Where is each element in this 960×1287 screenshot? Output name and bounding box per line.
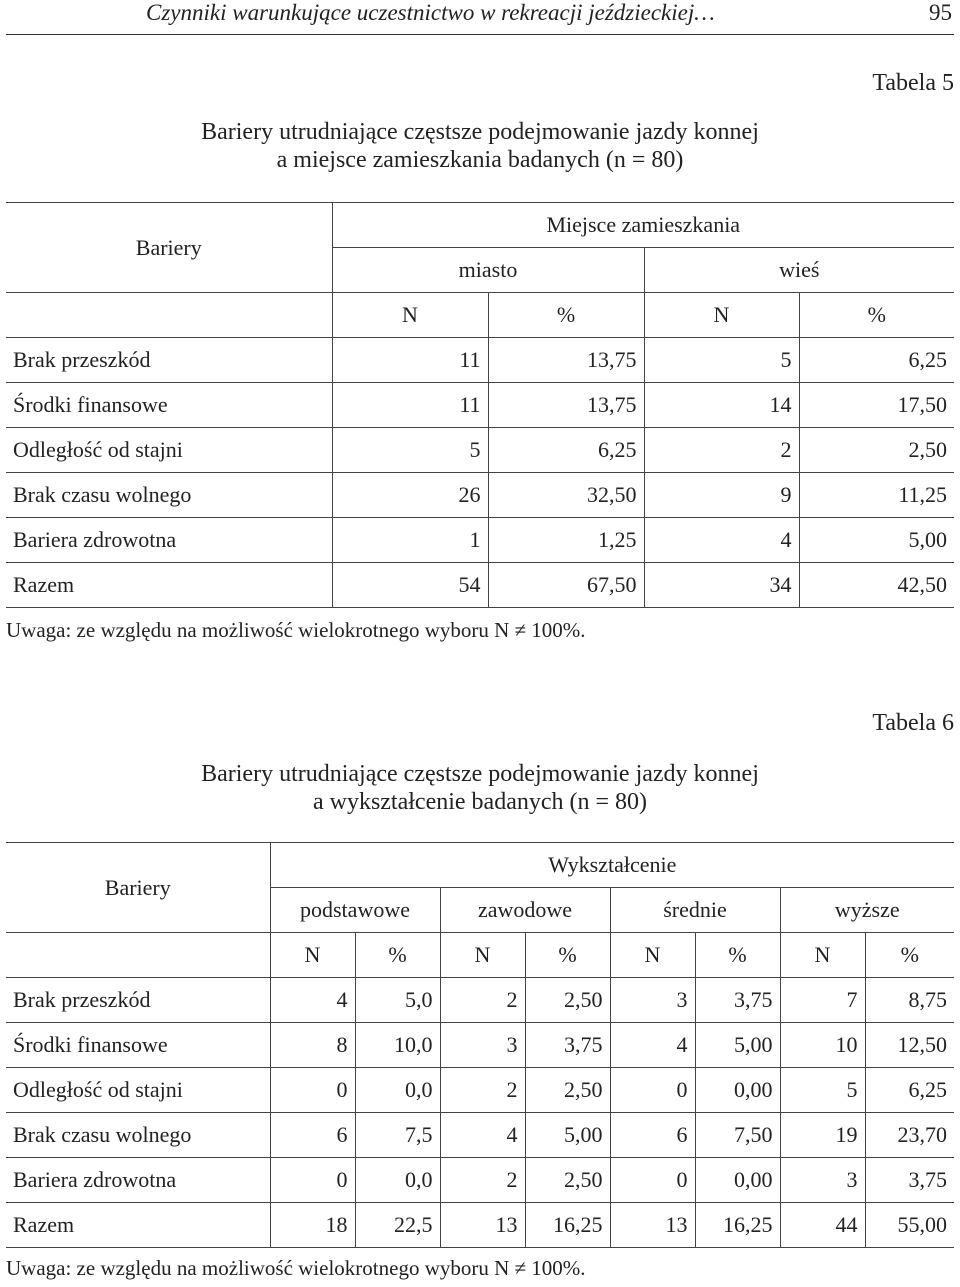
cell-value: 10	[780, 1023, 865, 1068]
cell-value: 6,25	[488, 428, 644, 473]
table-row	[6, 383, 954, 428]
cell-value: 6,25	[799, 338, 954, 383]
cell-value: 4	[270, 978, 355, 1023]
cell-value: 13,75	[488, 383, 644, 428]
page-number: 95	[929, 0, 952, 25]
row-label: Odległość od stajni	[6, 428, 332, 473]
cell-value: 0,0	[355, 1158, 440, 1203]
table6-empty-cell	[6, 933, 270, 978]
cell-value: 0	[270, 1068, 355, 1113]
cell-value: 0	[610, 1158, 695, 1203]
running-title: Czynniki warunkujące uczestnictwo w rekreacji jeździeckiej…	[146, 0, 715, 25]
table-row	[6, 518, 954, 563]
table5-header-row3	[6, 293, 954, 338]
cell-value: 1,25	[488, 518, 644, 563]
cell-value: 6,25	[865, 1068, 954, 1113]
row-label: Brak przeszkód	[6, 978, 270, 1023]
table6-subgroup-podstawowe: podstawowe	[270, 888, 440, 933]
cell-value: 13,75	[488, 338, 644, 383]
cell-value: 55,00	[865, 1203, 954, 1248]
cell-value: 2,50	[525, 1158, 610, 1203]
table6-col: N	[780, 933, 865, 978]
cell-value: 14	[644, 383, 799, 428]
table6-row-header: Bariery	[6, 843, 270, 933]
table6-note: Uwaga: ze względu na możliwość wielokrotnego wyboru N ≠ 100%.	[6, 1256, 586, 1280]
table5-subgroup-miasto: miasto	[332, 248, 644, 293]
cell-value: 16,25	[695, 1203, 780, 1248]
cell-value: 6	[270, 1113, 355, 1158]
cell-value: 11	[332, 338, 488, 383]
cell-value: 5	[780, 1068, 865, 1113]
table5-row-header: Bariery	[6, 203, 332, 293]
cell-value: 42,50	[799, 563, 954, 608]
cell-value: 3,75	[865, 1158, 954, 1203]
cell-value: 54	[332, 563, 488, 608]
cell-value: 2	[644, 428, 799, 473]
row-label: Brak czasu wolnego	[6, 1113, 270, 1158]
row-label: Razem	[6, 1203, 270, 1248]
cell-value: 6	[610, 1113, 695, 1158]
row-label: Odległość od stajni	[6, 1068, 270, 1113]
table5	[6, 202, 954, 608]
cell-value: 3	[780, 1158, 865, 1203]
cell-value: 22,5	[355, 1203, 440, 1248]
cell-value: 2	[440, 1068, 525, 1113]
row-label: Bariera zdrowotna	[6, 518, 332, 563]
cell-value: 2,50	[525, 1068, 610, 1113]
row-label: Brak czasu wolnego	[6, 473, 332, 518]
cell-value: 5,00	[799, 518, 954, 563]
cell-value: 12,50	[865, 1023, 954, 1068]
cell-value: 67,50	[488, 563, 644, 608]
cell-value: 7,50	[695, 1113, 780, 1158]
table5-subgroup-wies: wieś	[644, 248, 954, 293]
table-row	[6, 1113, 954, 1158]
cell-value: 11	[332, 383, 488, 428]
cell-value: 13	[440, 1203, 525, 1248]
table5-caption-line1: Bariery utrudniające częstsze podejmowanie jazdy konnej	[201, 119, 759, 145]
cell-value: 8,75	[865, 978, 954, 1023]
cell-value: 0	[610, 1068, 695, 1113]
cell-value: 17,50	[799, 383, 954, 428]
cell-value: 2	[440, 1158, 525, 1203]
table6	[6, 842, 954, 1248]
cell-value: 9	[644, 473, 799, 518]
table6-col: %	[695, 933, 780, 978]
table5-body	[6, 338, 954, 608]
cell-value: 26	[332, 473, 488, 518]
table5-col: N	[644, 293, 799, 338]
cell-value: 44	[780, 1203, 865, 1248]
cell-value: 18	[270, 1203, 355, 1248]
cell-value: 8	[270, 1023, 355, 1068]
table-row	[6, 563, 954, 608]
cell-value: 5,00	[695, 1023, 780, 1068]
cell-value: 34	[644, 563, 799, 608]
cell-value: 16,25	[525, 1203, 610, 1248]
table5-group-header: Miejsce zamieszkania	[332, 203, 954, 248]
cell-value: 32,50	[488, 473, 644, 518]
cell-value: 2	[440, 978, 525, 1023]
cell-value: 4	[440, 1113, 525, 1158]
running-header	[6, 0, 954, 35]
cell-value: 3,75	[525, 1023, 610, 1068]
cell-value: 2,50	[799, 428, 954, 473]
table5-col: %	[799, 293, 954, 338]
cell-value: 19	[780, 1113, 865, 1158]
cell-value: 23,70	[865, 1113, 954, 1158]
cell-value: 3,75	[695, 978, 780, 1023]
cell-value: 4	[644, 518, 799, 563]
table6-col: %	[355, 933, 440, 978]
table6-label: Tabela 6	[872, 710, 954, 736]
cell-value: 5	[644, 338, 799, 383]
cell-value: 0,00	[695, 1068, 780, 1113]
table5-caption	[0, 118, 960, 174]
table6-col: %	[525, 933, 610, 978]
cell-value: 0	[270, 1158, 355, 1203]
table6-caption-line2: a wykształcenie badanych (n = 80)	[312, 789, 648, 815]
table5-empty-cell	[6, 293, 332, 338]
cell-value: 3	[440, 1023, 525, 1068]
row-label: Środki finansowe	[6, 383, 332, 428]
table-row	[6, 978, 954, 1023]
cell-value: 1	[332, 518, 488, 563]
table5-label: Tabela 5	[872, 70, 954, 96]
cell-value: 2,50	[525, 978, 610, 1023]
cell-value: 0,0	[355, 1068, 440, 1113]
table6-subgroup-zawodowe: zawodowe	[440, 888, 610, 933]
row-label: Brak przeszkód	[6, 338, 332, 383]
cell-value: 7	[780, 978, 865, 1023]
cell-value: 5,0	[355, 978, 440, 1023]
cell-value: 3	[610, 978, 695, 1023]
cell-value: 5,00	[525, 1113, 610, 1158]
table-row	[6, 338, 954, 383]
table-row	[6, 1158, 954, 1203]
table6-body	[6, 978, 954, 1248]
table5-header-row1	[6, 203, 954, 248]
table5-col: N	[332, 293, 488, 338]
table6-subgroup-srednie: średnie	[610, 888, 780, 933]
cell-value: 7,5	[355, 1113, 440, 1158]
table6-col: N	[610, 933, 695, 978]
table5-col: %	[488, 293, 644, 338]
table6-caption	[0, 760, 960, 816]
cell-value: 4	[610, 1023, 695, 1068]
table6-group-header: Wykształcenie	[270, 843, 954, 888]
cell-value: 5	[332, 428, 488, 473]
cell-value: 13	[610, 1203, 695, 1248]
table-row	[6, 473, 954, 518]
cell-value: 11,25	[799, 473, 954, 518]
cell-value: 10,0	[355, 1023, 440, 1068]
table-row	[6, 1023, 954, 1068]
table5-note: Uwaga: ze względu na możliwość wielokrotnego wyboru N ≠ 100%.	[6, 618, 586, 642]
table-row	[6, 1068, 954, 1113]
table6-col: %	[865, 933, 954, 978]
table5-caption-line2: a miejsce zamieszkania badanych (n = 80)	[276, 147, 684, 173]
table-row	[6, 1203, 954, 1248]
row-label: Razem	[6, 563, 332, 608]
table6-header-row1	[6, 843, 954, 888]
table6-col: N	[270, 933, 355, 978]
table6-subgroup-wyzsze: wyższe	[780, 888, 954, 933]
table6-header-row3	[6, 933, 954, 978]
cell-value: 0,00	[695, 1158, 780, 1203]
table6-caption-line1: Bariery utrudniające częstsze podejmowanie jazdy konnej	[201, 761, 759, 787]
table-row	[6, 428, 954, 473]
row-label: Środki finansowe	[6, 1023, 270, 1068]
table6-col: N	[440, 933, 525, 978]
row-label: Bariera zdrowotna	[6, 1158, 270, 1203]
